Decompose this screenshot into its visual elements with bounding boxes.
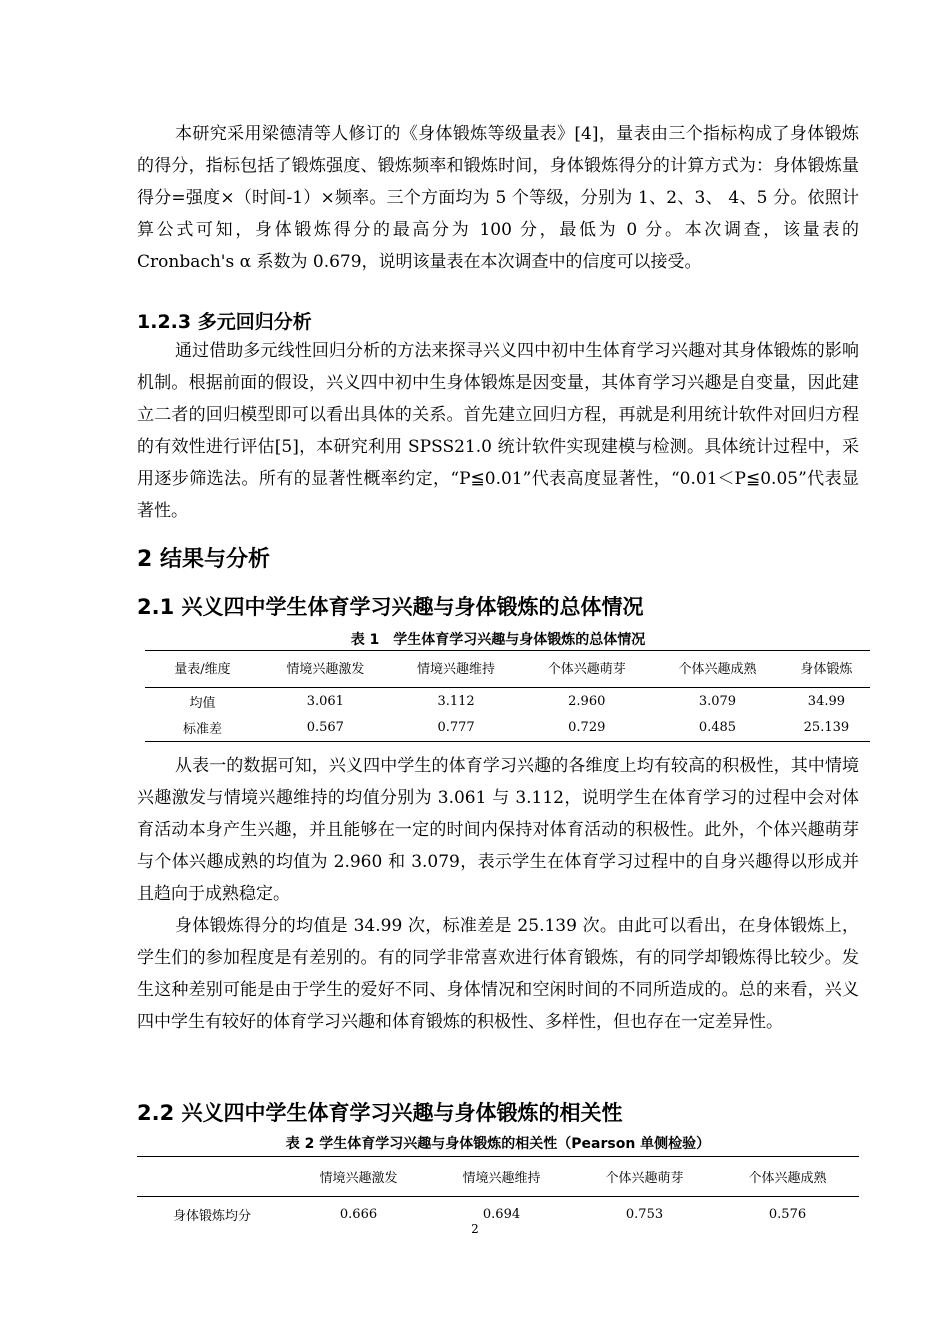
page-number: 2 (471, 1222, 479, 1236)
table-cell: 0.729 (568, 720, 606, 736)
table-row (145, 715, 870, 742)
table-1-header-cell: 量表/维度 (174, 661, 231, 677)
table-2-header-cell: 情境兴趣维持 (462, 1171, 541, 1186)
table-1-header-cell: 个体兴趣萌芽 (547, 661, 626, 677)
heading-2-1: 2.1 兴义四中学生体育学习兴趣与身体锻炼的总体情况 (137, 595, 644, 619)
table-cell: 3.112 (437, 693, 475, 709)
table-cell: 标准差 (182, 722, 222, 738)
paragraph-exercise-analysis: 身体锻炼得分的均值是 34.99 次，标准差是 25.139 次。由此可以看出，在身体锻炼上，学生们的参加程度是有差别的。有的同学非常喜欢进行体育锻炼，有的同学却锻炼得比较少。发生这种差别可能是由于学生的爱好不同、身体情况和空闲时间的不同所造成的。总的来看，兴义四中学生有较好的体育学习兴趣和体育锻炼的积极性、多样性，但也存在一定差异性。 (137, 916, 859, 1032)
table-cell: 3.061 (306, 693, 344, 709)
table-cell: 0.694 (482, 1207, 521, 1223)
table-cell: 0.485 (698, 720, 737, 736)
table-cell: 0.753 (625, 1207, 664, 1223)
table-cell: 3.079 (698, 693, 737, 709)
heading-section-2: 2 结果与分析 (137, 547, 270, 572)
table-1-caption: 表 1 学生体育学习兴趣与身体锻炼的总体情况 (350, 632, 646, 648)
table-1-header-cell: 身体锻炼 (800, 661, 853, 677)
paragraph-regression-method: 通过借助多元线性回归分析的方法来探寻兴义四中初中生体育学习兴趣对其身体锻炼的影响机制。根据前面的假设，兴义四中初中生身体锻炼是因变量，其体育学习兴趣是自变量，因此建立二者的回归模型即可以看出具体的关系。首先建立回归方程，再就是利用统计软件对回归方程的有效性进行评估[5]，本研究利用 SPSS21.0 统计软件实现建模与检测。具体统计过程中，采用逐步筛选法。所有的显著性概率约定，“P≦0.01”代表高度显著性，“0.01＜P≦0.05”代表显著性。 (137, 341, 859, 521)
table-2-header-cell: 情境兴趣激发 (319, 1171, 398, 1186)
table-cell: 0.576 (768, 1207, 807, 1223)
table-2-caption: 表 2 学生体育学习兴趣与身体锻炼的相关性（Pearson 单侧检验） (285, 1136, 711, 1152)
table-2-header-cell: 个体兴趣萌芽 (605, 1171, 684, 1186)
table-cell: 0.777 (437, 720, 475, 736)
paragraph-scale-description: 本研究采用梁德清等人修订的《身体锻炼等级量表》[4]，量表由三个指标构成了身体锻炼的得分，指标包括了锻炼强度、锻炼频率和锻炼时间，身体锻炼得分的计算方式为：身体锻炼量得分=强度×（时间-1）×频率。三个方面均为 5 个等级，分别为 1、2、3、 4、5 分。依照计算公式可知，身体锻炼得分的最高分为 100 分，最低为 0 分。本次调查，该量表的 Cronbach's α 系数为 0.679，说明该量表在本次调查中的信度可以接受。 (137, 124, 859, 272)
table-1-header-row (145, 651, 870, 688)
table-2-header-row (137, 1157, 859, 1197)
paragraph-table-1-analysis: 从表一的数据可知，兴义四中学生的体育学习兴趣的各维度上均有较高的积极性，其中情境兴趣激发与情境兴趣维持的均值分别为 3.061 与 3.112，说明学生在体育学习的过程中会对体育活动本身产生兴趣，并且能够在一定的时间内保持对体育活动的积极性。此外，个体兴趣萌芽与个体兴趣成熟的均值为 2.960 和 3.079，表示学生在体育学习过程中的自身兴趣得以形成并且趋向于成熟稳定。 (137, 756, 859, 904)
table-row (145, 688, 870, 715)
table-1-header-cell: 情境兴趣激发 (286, 661, 365, 677)
table-2-header-cell (137, 1157, 287, 1197)
table-1 (145, 650, 870, 742)
table-cell: 0.567 (306, 720, 344, 736)
table-cell: 身体锻炼均分 (172, 1209, 251, 1225)
table-cell: 34.99 (807, 693, 846, 709)
heading-2-2: 2.2 兴义四中学生体育学习兴趣与身体锻炼的相关性 (137, 1101, 623, 1125)
table-1-header-cell: 情境兴趣维持 (417, 661, 496, 677)
table-cell: 25.139 (803, 720, 850, 736)
table-cell: 2.960 (568, 693, 606, 709)
heading-1-2-3: 1.2.3 多元回归分析 (137, 311, 312, 333)
table-2-header-cell: 个体兴趣成熟 (748, 1171, 827, 1186)
table-cell: 0.666 (339, 1207, 378, 1223)
table-cell: 均值 (189, 695, 216, 711)
table-1-header-cell: 个体兴趣成熟 (678, 661, 757, 677)
